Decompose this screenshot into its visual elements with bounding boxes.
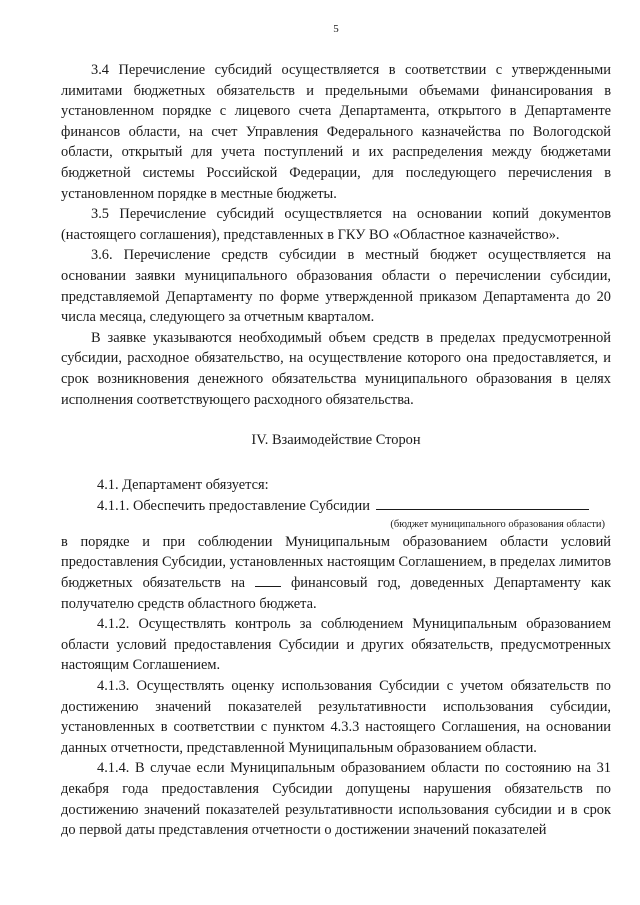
- item-4-1-2: 4.1.2. Осуществлять контроль за соблюдением Муниципальным образованием области условий предоставления Субсидии и других обязательств, предусмотренных настоящим Соглашением.: [61, 616, 611, 674]
- page-number: 5: [333, 23, 339, 35]
- year-fill-line: [255, 574, 281, 587]
- item-4-1-1-body: [61, 532, 611, 614]
- item-4-1-3: 4.1.3. Осуществлять оценку использования Субсидии с учетом обязательств по достижению значений показателей результативности использования субсидии, установленных в соответствии с пунктом 4.3.3 настоящего Соглашения, на основании данных отчетности, представленной Муниципальным образованием области.: [61, 678, 611, 756]
- item-4-1-1-body-a: в порядке и при соблюдении Муниципальным образованием области условий предоставления Субсидии, установленных настоящим Соглашением, в пределах лимитов бюджетных обязательств на: [61, 533, 611, 592]
- item-4-1-4: 4.1.4. В случае если Муниципальным образованием области по состоянию на 31 декабря года предоставления Субсидии допущены нарушения обязательств по достижению значений показателей результативности использования субсидии и в срок до первой даты представления отчетности о достижении значений показателей: [61, 760, 611, 839]
- item-4-1-1-lead-text: 4.1.1. Обеспечить предоставление Субсидии: [97, 498, 370, 515]
- item-4-1: 4.1. Департамент обязуется:: [97, 476, 269, 493]
- budget-fill-line: [376, 495, 589, 510]
- paragraph-3-5: 3.5 Перечисление субсидий осуществляется на основании копий документов (настоящего соглашения), представленных в ГКУ ВО «Областное казначейство».: [61, 206, 611, 243]
- section-title: IV. Взаимодействие Сторон: [251, 432, 421, 449]
- paragraph-3-4: 3.4 Перечисление субсидий осуществляется в соответствии с утвержденными лимитами бюджетных обязательств и предельными объемами финансирования в установленном порядке с лицевого счета Департамента, открытого в Департаменте финансов области, на счет Управления Федерального казначейства по Вологодской области, открытый для учета поступлений и их распределения между бюджетами бюджетной системы Российской Федерации, для последующего перечисления в установленном порядке в местные бюджеты.: [61, 62, 611, 202]
- paragraph-3-6: 3.6. Перечисление средств субсидии в местный бюджет осуществляется на основании заявки муниципального образования области о перечислении субсидии, представляемой Департаменту по форме утвержденной приказом Департамента до 20 числа месяца, следующего за отчетным кварталом.: [61, 247, 611, 326]
- paragraph-3-6-request: В заявке указываются необходимый объем средств в пределах предусмотренной субсидии, расходное обязательство, на осуществление которого она предоставляется, и срок возникновения денежного обязательства муниципального образования в целях исполнения соответствующего расходного обязательства.: [61, 329, 611, 408]
- item-4-1-1-body-b: финансовый год, доведенных Департаменту как получателю средств областного бюджета.: [61, 575, 611, 612]
- budget-caption: (бюджет муниципального образования области): [390, 518, 605, 530]
- item-4-1-1-lead: [61, 495, 611, 517]
